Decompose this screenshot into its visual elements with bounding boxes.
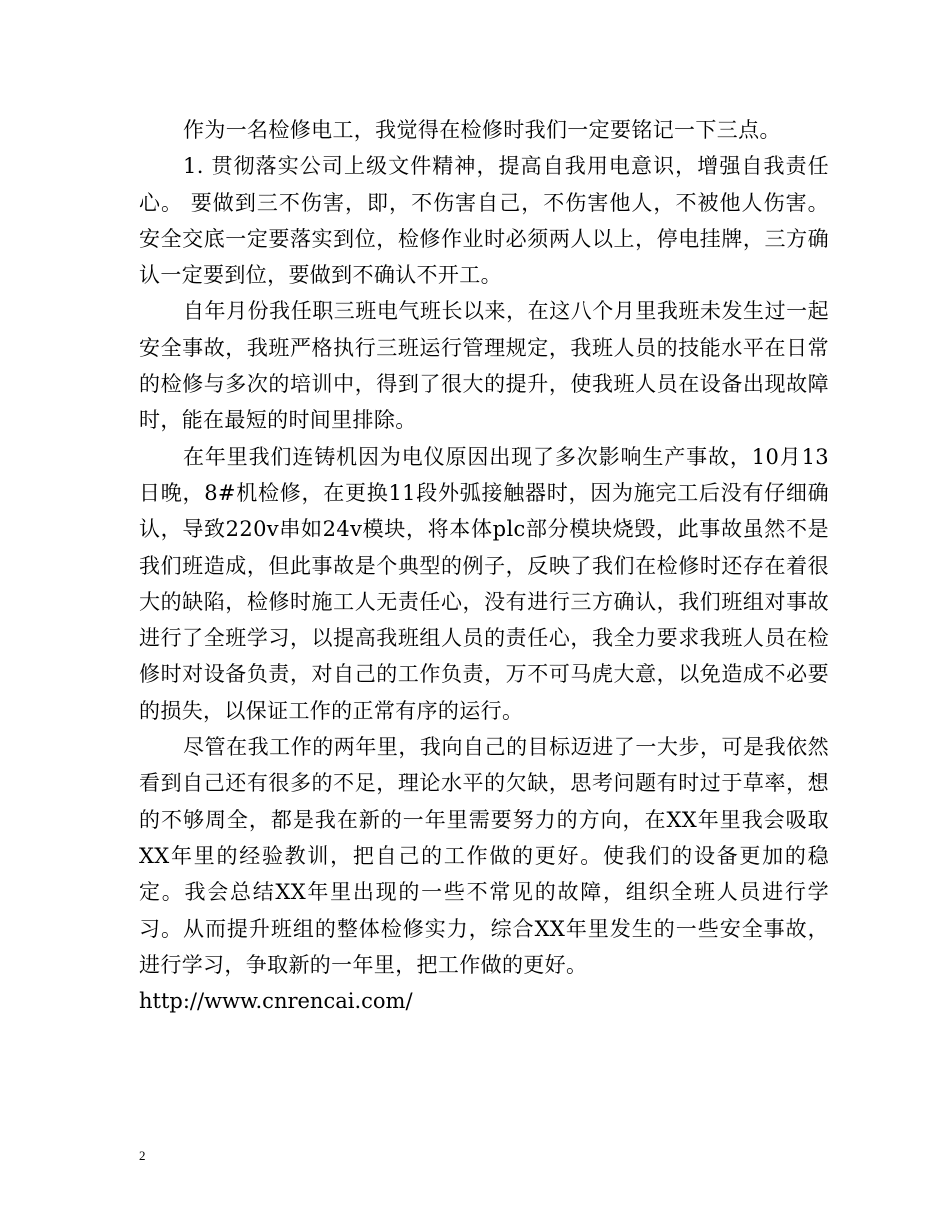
document-body <box>139 112 829 1019</box>
paragraph-summary: 尽管在我工作的两年里，我向自己的目标迈进了一大步，可是我依然看到自己还有很多的不足，理论水平的欠缺，思考问题有时过于草率，想的不够周全，都是我在新的一年里需要努力的方向，在XX年里我会吸取XX年里的经验教训，把自己的工作做的更好。使我们的设备更加的稳定。我会总结XX年里出现的一些不常见的故障，组织全班人员进行学习。从而提升班组的整体检修实力，综合XX年里发生的一些安全事故，进行学习，争取新的一年里，把工作做的更好。 <box>139 735 829 977</box>
page-number: 2 <box>139 1148 146 1163</box>
paragraph-incident: 在年里我们连铸机因为电仪原因出现了多次影响生产事故，10月13日晚，8#机检修，在更换11段外弧接触器时，因为施完工后没有仔细确认，导致220v串如24v模块，将本体plc部分模块烧毁，此事故虽然不是我们班造成，但此事故是个典型的例子，反映了我们在检修时还存在着很大的缺陷，检修时施工人无责任心，没有进行三方确认，我们班组对事故进行了全班学习，以提高我班组人员的责任心，我全力要求我班人员在检修时对设备负责，对自己的工作负责，万不可马虎大意，以免造成不必要的损失，以保证工作的正常有序的运行。 <box>139 444 829 723</box>
paragraph-team-record: 自年月份我任职三班电气班长以来，在这八个月里我班未发生过一起安全事故，我班严格执行三班运行管理规定，我班人员的技能水平在日常的检修与多次的培训中，得到了很大的提升，使我班人员在设备出现故障时，能在最短的时间里排除。 <box>139 299 829 433</box>
source-url: http://www.cnrencai.com/ <box>139 989 413 1014</box>
paragraph-point-one: 1. 贯彻落实公司上级文件精神，提高自我用电意识，增强自我责任心。 要做到三不伤害，即，不伤害自己，不伤害他人，不被他人伤害。 安全交底一定要落实到位，检修作业时必须两人以上，停电挂牌，三方确认一定要到位，要做到不确认不开工。 <box>139 154 829 288</box>
paragraph-intro: 作为一名检修电工，我觉得在检修时我们一定要铭记一下三点。 <box>183 118 781 142</box>
